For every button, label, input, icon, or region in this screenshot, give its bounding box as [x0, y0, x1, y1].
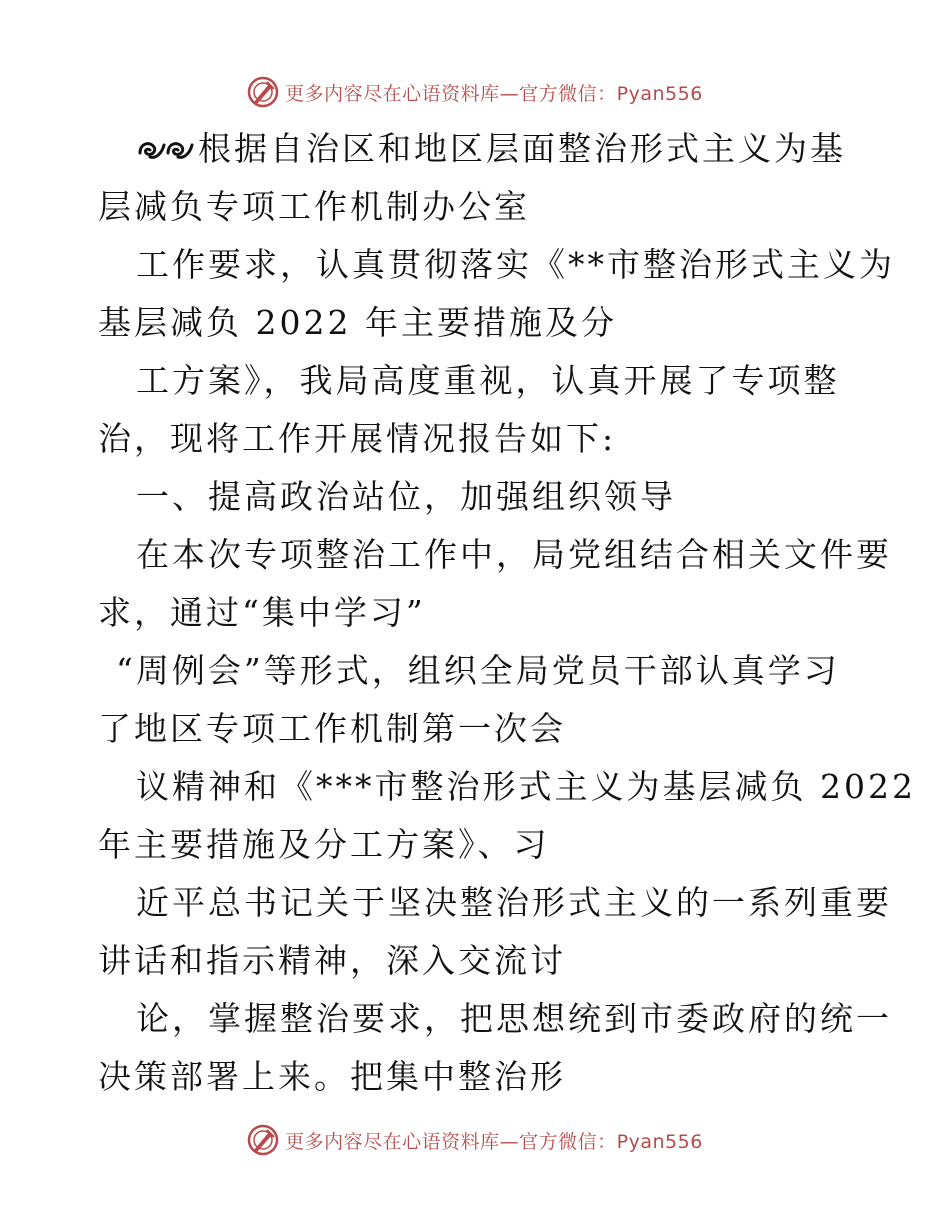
paragraph-line: 决策部署上来。把集中整治形 [98, 1057, 566, 1096]
document-body [98, 120, 916, 1106]
pen-logo-icon [247, 1124, 279, 1156]
section-heading: 一、提高政治站位，加强组织领导 [136, 477, 676, 516]
paragraph-line: 基层减负 2022 年主要措施及分 [98, 303, 617, 342]
paragraph-line: 工作要求，认真贯彻落实《**市整治形式主义为 [136, 245, 895, 284]
paragraph-line: 在本次专项整治工作中，局党组结合相关文件要 [136, 535, 892, 574]
paragraph-line: 求，通过“集中学习” [98, 593, 426, 632]
paragraph-line: 近平总书记关于坚决整治形式主义的一系列重要 [136, 883, 892, 922]
footer-watermark [0, 1120, 950, 1160]
paragraph-line: 工方案》，我局高度重视，认真开展了专项整 [136, 361, 840, 400]
paragraph-line: 根据自治区和地区层面整治形式主义为基 [98, 120, 858, 178]
paragraph-line: 议精神和《***市整治形式主义为基层减负 2022 [136, 767, 916, 806]
ornament-icon [136, 131, 196, 165]
header-watermark [0, 72, 950, 112]
watermark-text: 更多内容尽在心语资料库—官方微信：Pyan556 [285, 82, 703, 105]
watermark-text: 更多内容尽在心语资料库—官方微信：Pyan556 [285, 1130, 703, 1153]
paragraph-line: “周例会”等形式，组织全局党员干部认真学习 [116, 651, 840, 690]
paragraph-line: 了地区专项工作机制第一次会 [98, 709, 566, 748]
pen-logo-icon [247, 76, 279, 108]
paragraph-line: 治，现将工作开展情况报告如下: [98, 419, 617, 458]
paragraph-line: 年主要措施及分工方案》、习 [98, 825, 550, 864]
paragraph-line: 讲话和指示精神，深入交流讨 [98, 941, 566, 980]
paragraph-line: 论，掌握整治要求，把思想统到市委政府的统一 [136, 999, 892, 1038]
paragraph-line: 层减负专项工作机制办公室 [98, 187, 530, 226]
